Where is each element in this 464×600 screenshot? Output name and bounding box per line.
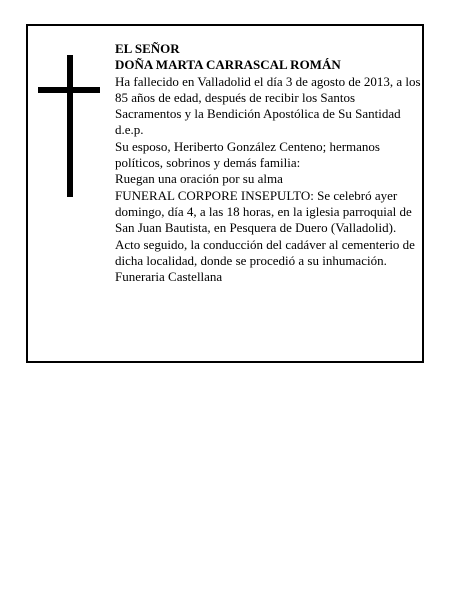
deceased-name: DOÑA MARTA CARRASCAL ROMÁN — [115, 57, 341, 73]
death-announcement: Ha fallecido en Valladolid el día 3 de agosto de 2013, a los 85 años de edad, después de recibir los Santos Sacramentos y la Bendición Apostólica de Su Santidad d.e.p. — [115, 73, 421, 138]
prayer-request: Ruegan una oración por su alma — [115, 171, 283, 187]
title-line: EL SEÑOR — [115, 41, 180, 56]
cross-horizontal-bar — [38, 87, 100, 93]
cross-vertical-bar — [67, 55, 73, 197]
funeral-details: FUNERAL CORPORE INSEPULTO: Se celebró ayer domingo, día 4, a las 18 horas, en la iglesia parroquial de San Juan Bautista, en Pesquera de Duero (Valladolid). Acto seguido, la conducción del cadáver al cementerio de dicha localidad, donde se procedió a su inhumación. — [115, 187, 415, 268]
obituary-notice — [26, 24, 424, 363]
obituary-text — [115, 41, 421, 285]
family-line: Su esposo, Heriberto González Centeno; hermanos políticos, sobrinos y demás familia: — [115, 138, 380, 171]
funeral-home: Funeraria Castellana — [115, 269, 223, 285]
